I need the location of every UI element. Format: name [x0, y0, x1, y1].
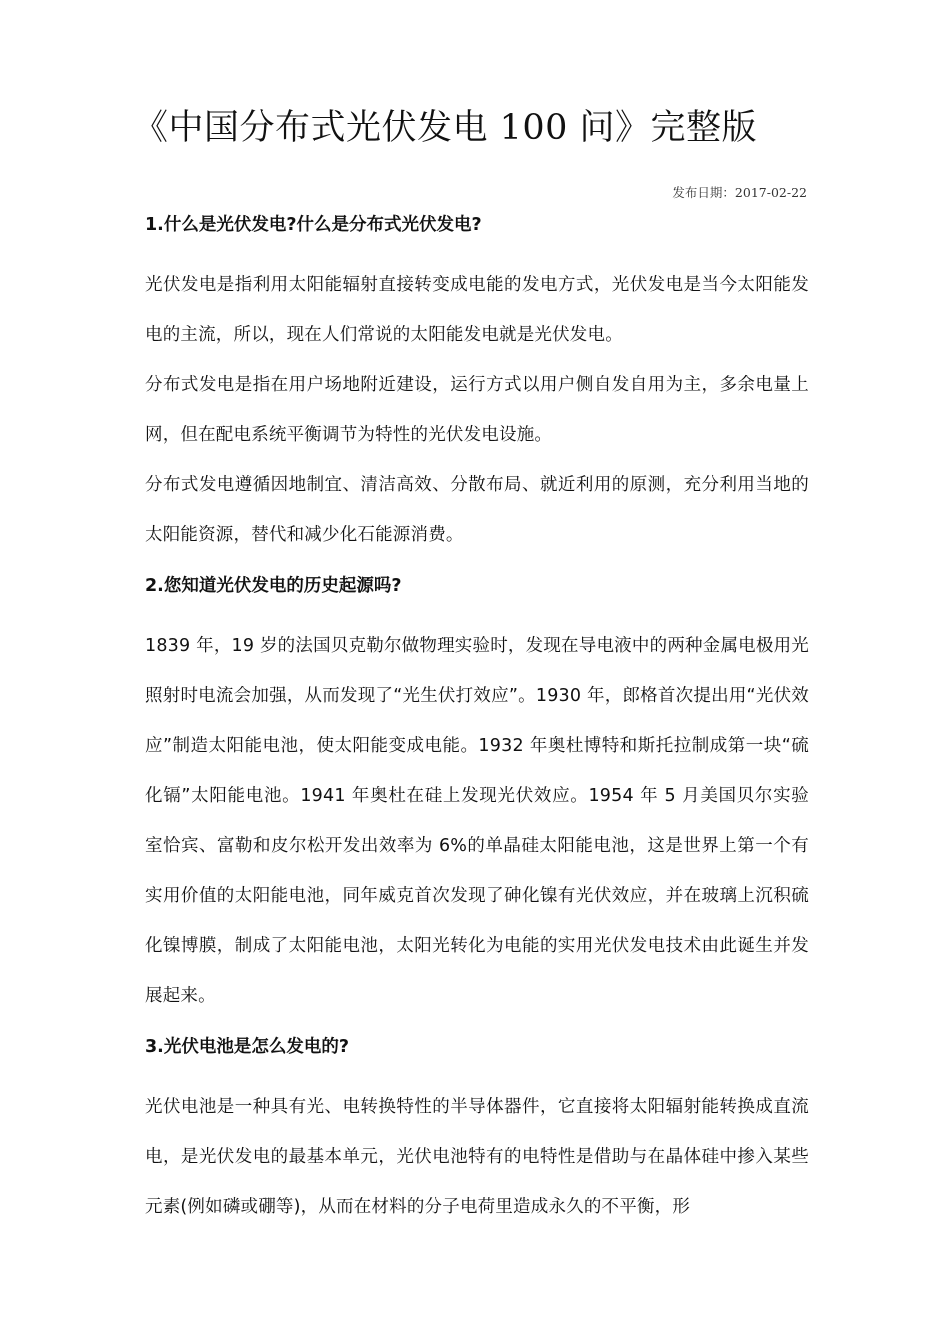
- paragraph: 1839 年，19 岁的法国贝克勒尔做物理实验时，发现在导电液中的两种金属电极用光照射时电流会加强，从而发现了“光生伏打效应”。1930 年，郎格首次提出用“光伏效应”制造太阳能电池，使太阳能变成电能。1932 年奥杜博特和斯托拉制成第一块“硫化镉”太阳能电池。1941 年奥杜在硅上发现光伏效应。1954 年 5 月美国贝尔实验室恰宾、富勒和皮尔松开发出效率为 6%的单晶硅太阳能电池，这是世界上第一个有实用价值的太阳能电池，同年威克首次发现了砷化镍有光伏效应，并在玻璃上沉积硫化镍博膜，制成了太阳能电池，太阳光转化为电能的实用光伏发电技术由此诞生并发展起来。: [145, 636, 809, 1006]
- faq-section-3: [145, 1036, 809, 1232]
- paragraph: 分布式发电遵循因地制宜、清洁高效、分散布局、就近利用的原测，充分利用当地的太阳能资源，替代和减少化石能源消费。: [145, 475, 809, 545]
- paragraph: 光伏发电是指利用太阳能辐射直接转变成电能的发电方式，光伏发电是当今太阳能发电的主流，所以，现在人们常说的太阳能发电就是光伏发电。: [145, 275, 809, 345]
- paragraph: 光伏电池是一种具有光、电转换特性的半导体器件，它直接将太阳辐射能转换成直流电，是光伏发电的最基本单元，光伏电池特有的电特性是借助与在晶体硅中掺入某些元素(例如磷或硼等)，从而在材料的分子电荷里造成永久的不平衡，形: [145, 1097, 809, 1217]
- document-title: 《中国分布式光伏发电 100 问》完整版: [132, 108, 758, 148]
- section-heading: 1.什么是光伏发电?什么是分布式光伏发电?: [145, 215, 482, 235]
- publish-date: 发布日期：2017-02-22: [672, 185, 807, 200]
- section-heading: 3.光伏电池是怎么发电的?: [145, 1037, 349, 1057]
- faq-section-2: [145, 575, 809, 1021]
- paragraph: 分布式发电是指在用户场地附近建设，运行方式以用户侧自发自用为主，多余电量上网，但在配电系统平衡调节为特性的光伏发电设施。: [145, 375, 809, 445]
- faq-section-1: [145, 214, 809, 560]
- section-heading: 2.您知道光伏发电的历史起源吗?: [145, 576, 402, 596]
- document-body: [145, 214, 809, 1232]
